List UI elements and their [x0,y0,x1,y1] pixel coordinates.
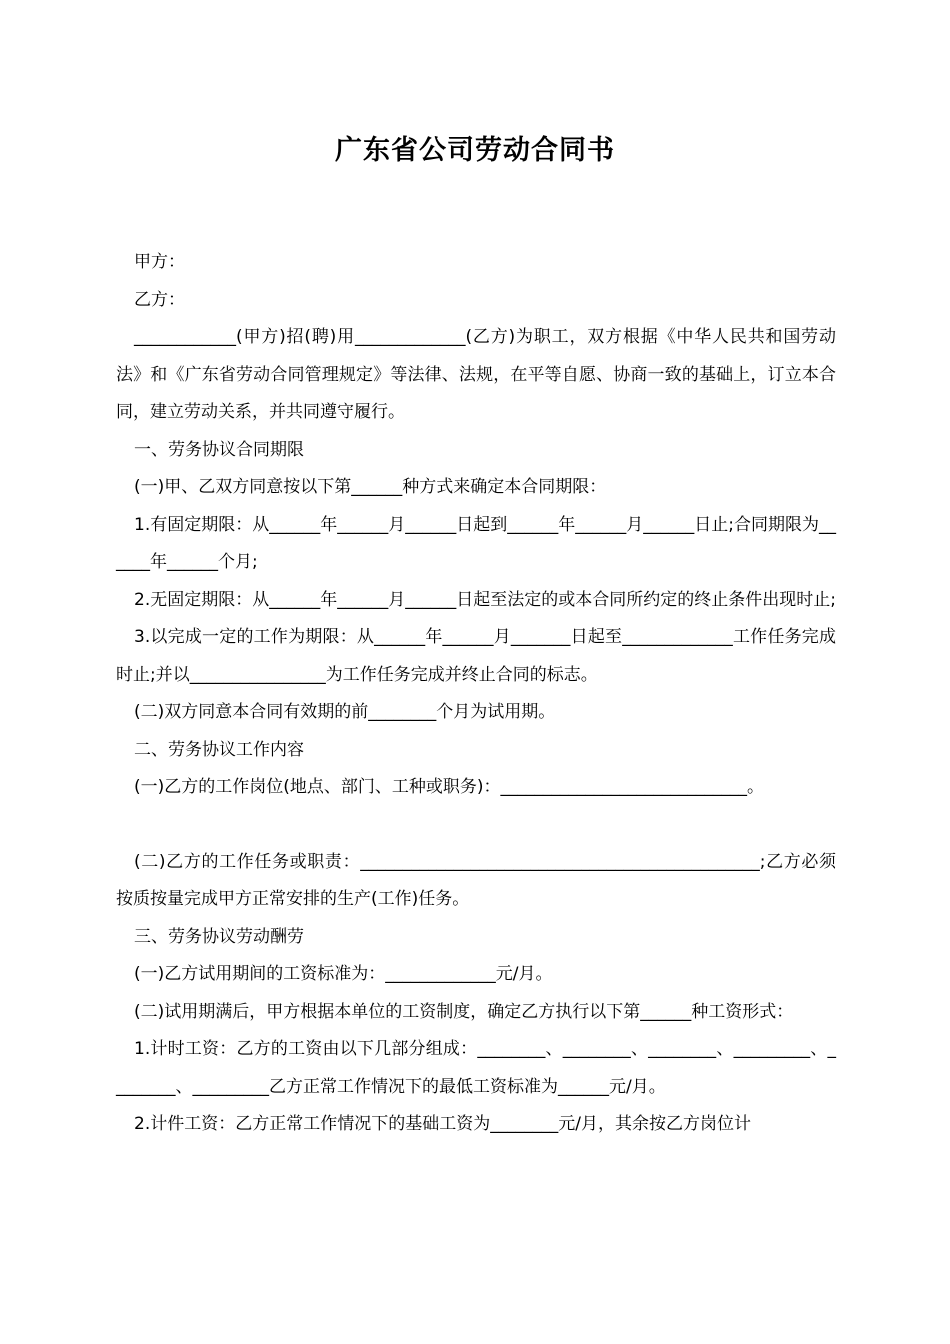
clause-piece-pay: 2.计件工资：乙方正常工作情况下的基础工资为________元/月，其余按乙方岗位计 [134,1114,751,1134]
party-a-label: 甲方： [134,252,185,272]
party-b-label: 乙方： [134,289,185,310]
document-title: 广东省公司劳动合同书 [335,135,615,166]
section-heading-term: 一、劳务协议合同期限 [134,439,304,460]
clause-fixed-term: 1.有固定期限：从______年______月______日起到______年______月______日止;合同期限为______年______个月; [116,514,836,572]
document-body [116,244,836,1144]
clause-probation-pay: (一)乙方试用期间的工资标准为：_____________元/月。 [134,964,553,984]
clause-probation: (二)双方同意本合同有效期的前________个月为试用期。 [134,702,556,722]
clause-task-term: 3.以完成一定的工作为期限：从______年______月_______日起至_____________工作任务完成时止;并以________________为工作任务完成并终止合同的标志。 [116,627,836,685]
clause-pay-form: (二)试用期满后，甲方根据本单位的工资制度，确定乙方执行以下第______种工资形式： [134,1001,794,1022]
section-heading-work: 二、劳务协议工作内容 [134,739,304,760]
clause-time-pay: 1.计时工资：乙方的工资由以下几部分组成：________、________、________、_________、________、_________乙方正常工作情况下的最低工资标准为______元/月。 [116,1039,836,1097]
clause-term-method: (一)甲、乙双方同意按以下第______种方式来确定本合同期限： [134,477,607,497]
intro-paragraph: ____________(甲方)招(聘)用_____________(乙方)为职工，双方根据《中华人民共和国劳动法》和《广东省劳动合同管理规定》等法律、法规，在平等自愿、协商一致的基础上，订立本合同，建立劳动关系，并共同遵守履行。 [116,327,836,422]
clause-open-term: 2.无固定期限：从______年______月______日起至法定的或本合同所约定的终止条件出现时止; [134,589,836,610]
section-heading-pay: 三、劳务协议劳动酬劳 [134,926,304,947]
clause-work-position: (一)乙方的工作岗位(地点、部门、工种或职务)：_____________________________。 [134,777,765,797]
clause-work-duties: (二)乙方的工作任务或职责：_______________________________________________;乙方必须按质按量完成甲方正常安排的生产(工作)任务。 [116,851,836,909]
